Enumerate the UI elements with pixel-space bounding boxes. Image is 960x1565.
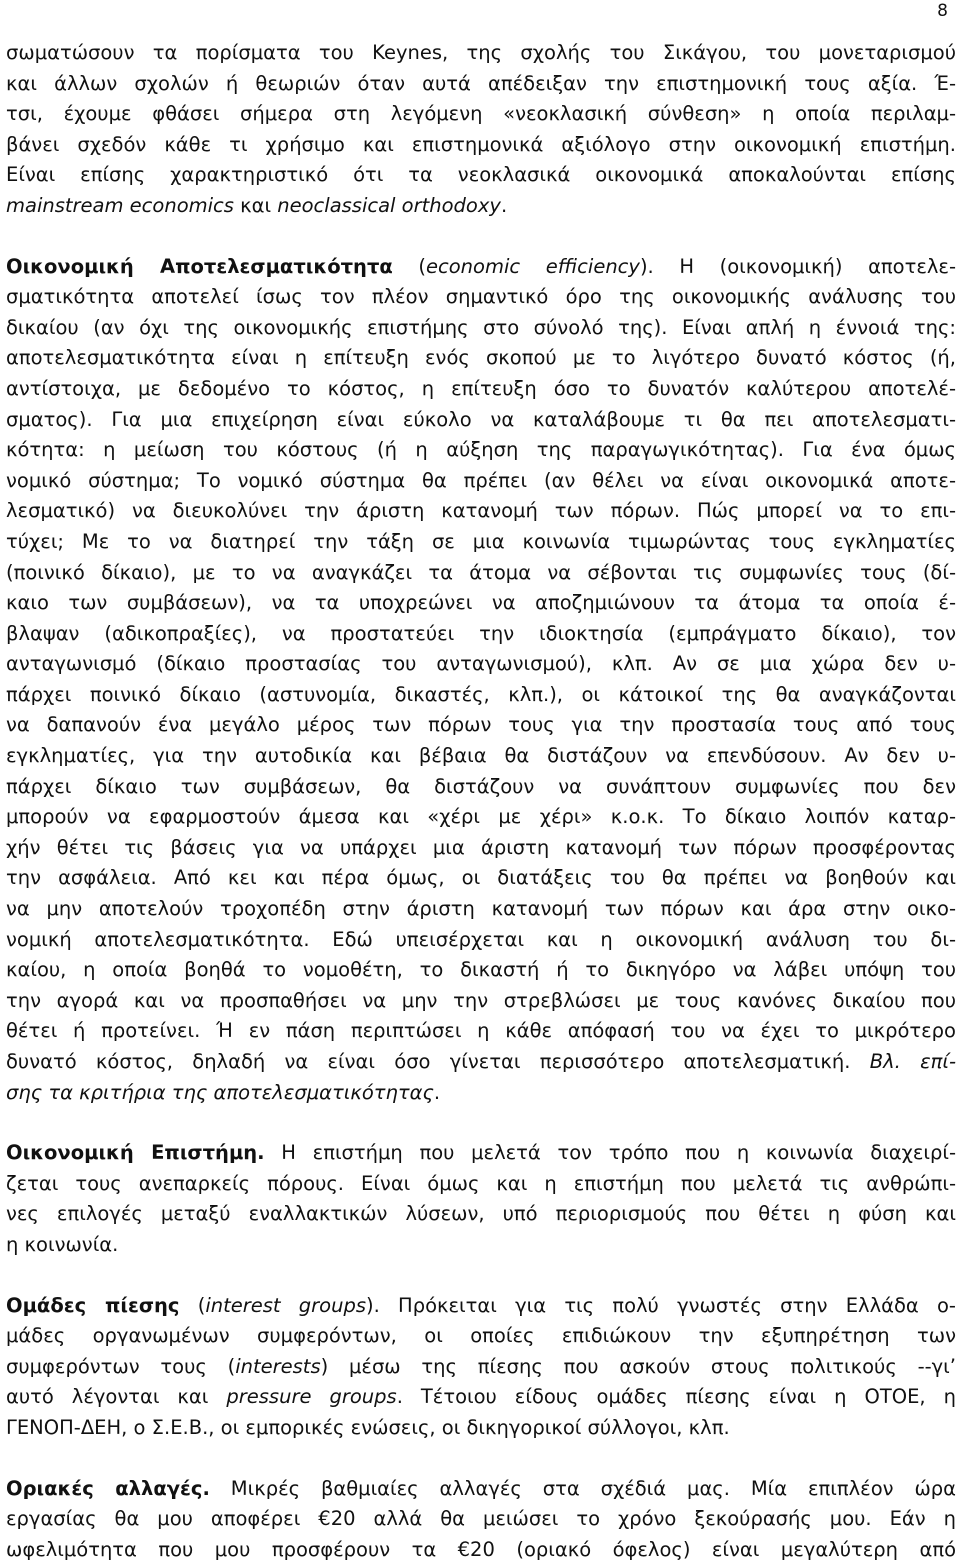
text-line: ΓΕΝΟΠ-ΔΕΗ, ο Σ.Ε.Β., οι εμπορικές ενώσεις, οι δικηγορικοί σύλλογοι, κλπ. (6, 1415, 730, 1439)
text-fragment: Η επιστήμη που μελετά τον τρόπο που η κοινωνία διαχειρί- (264, 1141, 956, 1165)
text-line: λεσματικό) να διευκολύνει την άριστη κατανομή των πόρων. Πώς μπορεί να το επι- (6, 499, 956, 523)
text-line (6, 1382, 956, 1413)
text-line: πάρχει ποινικό δίκαιο (αστυνομία, δικαστές, κλπ.), οι κάτοικοί της θα αναγκάζονται (6, 682, 956, 706)
text-line (6, 191, 956, 222)
text-line: την αγορά και να προσπαθήσει να μην την στρεβλώσει με τους κανόνες δικαίου που (6, 988, 956, 1012)
paragraph-marginal-changes (6, 1474, 956, 1565)
text-line: θέτει ή προτείνει. Ή εν πάση περιπτώσει η κάθε απόφασή του να έχει το μικρότερο (6, 1019, 956, 1043)
text-fragment: αυτό λέγονται και (6, 1385, 227, 1409)
paragraph-economic-science (6, 1138, 956, 1260)
page-number: 8 (937, 1, 948, 21)
english-term: mainstream economics (6, 193, 234, 217)
text-line (6, 1474, 956, 1505)
text-fragment: ( (179, 1293, 206, 1317)
text-fragment: . Τέτοιου είδους ομάδες πίεσης είναι η ΟΤΟΕ, η (396, 1385, 956, 1409)
english-term: neoclassical orthodoxy (277, 193, 501, 217)
text-line: πάρχει δίκαιο των συμβάσεων, θα διστάζουν να συνάπτουν συμφωνίες που δεν (6, 774, 956, 798)
text-line: ανταγωνισμό (δίκαιο προστασίας του ανταγωνισμού), κλπ. Αν σε μια χώρα δεν υ- (6, 652, 956, 676)
text-line: βλαψαν (αδικοπραξίες), να προστατεύει την ιδιοκτησία (εμπράγματο δίκαιο), τον (6, 621, 956, 645)
text-line: να δαπανούν ένα μεγάλο μέρος των πόρων τους για την προστασία τους από τους (6, 713, 956, 737)
text-line: χήν θέτει τις βάσεις για να υπάρχει μια άριστη κατανομή των πόρων προσφέροντας (6, 835, 956, 859)
english-term: interests (235, 1354, 321, 1378)
text-line: μπορούν να εφαρμοστούν άμεσα και «χέρι με χέρι» κ.ο.κ. Το δίκαιο λοιπόν καταρ- (6, 805, 956, 829)
text-line: αντίστοιχα, με δεδομένο το κόστος, η επίτευξη όσο το δυνατόν καλύτερου αποτελέ- (6, 376, 956, 400)
text-line: νες επιλογές μεταξύ εναλλακτικών λύσεων, υπό περιορισμούς που θέτει η φύση και (6, 1202, 956, 1226)
text-fragment: . (433, 1080, 441, 1104)
text-fragment: . (500, 193, 508, 217)
text-line: κότητα: η μείωση του κόστους (ή η αύξηση της παραγωγικότητας). Για ένα όμως (6, 438, 956, 462)
text-line (6, 1138, 956, 1169)
text-line: (ποινικό δίκαιο), με το να αναγκάζει τα άτομα να σέβονται τις συμφωνίες τους (δί- (6, 560, 956, 584)
cross-reference: Βλ. επί- (869, 1050, 956, 1073)
text-line: Είναι επίσης χαρακτηριστικό ότι τα νεοκλασικά οικονομικά αποκαλούνται επίσης (6, 163, 956, 187)
glossary-term: Οικονομική Αποτελεσματικότητα (6, 254, 393, 278)
text-line: ζεται τους ανεπαρκείς πόρους. Είναι όμως και η επιστήμη που μελετά τις ανθρώπι- (6, 1171, 956, 1195)
english-term: pressure groups (226, 1385, 397, 1409)
text-fragment: ) μέσω της πίεσης που ασκούν στους πολιτικούς --γι’ (320, 1354, 956, 1378)
text-line: νομικό σύστημα; Το νομικό σύστημα θα πρέπει (αν θέλει να είναι οικονομικά αποτε- (6, 468, 956, 492)
glossary-term: Ομάδες πίεσης (6, 1293, 180, 1317)
text-line: νομική αποτελεσματικότητα. Εδώ υπεισέρχεται και η οικονομική ανάλυση του δι- (6, 927, 956, 951)
text-line: δικαίου (αν όχι της οικονομικής επιστήμης στο σύνολό της). Είναι απλή η έννοιά της: (6, 315, 956, 339)
text-line (6, 1078, 956, 1109)
text-fragment: ( (392, 254, 427, 278)
text-line (6, 1047, 956, 1078)
paragraph-intro (6, 38, 956, 222)
cross-reference: σης τα κριτήρια της αποτελεσματικότητας (6, 1080, 434, 1104)
paragraph-economic-efficiency (6, 252, 956, 1109)
text-line: η κοινωνία. (6, 1232, 119, 1256)
text-line: τσι, έχουμε φθάσει σήμερα στη λεγόμενη «νεοκλασική σύνθεση» η οποία περιλαμ- (6, 102, 956, 126)
text-fragment: ). Η (οικονομική) αποτελε- (639, 254, 956, 278)
text-line: εγκληματίες, για την αυτοδικία και βέβαια θα διστάζουν να επενδύσουν. Αν δεν υ- (6, 744, 956, 768)
text-fragment: συμφερόντων τους ( (6, 1354, 236, 1378)
text-fragment: Μικρές βαθμιαίες αλλαγές στα σχέδιά μας. Μία επιπλέον ώρα (209, 1476, 956, 1500)
text-line (6, 1291, 956, 1322)
paragraph-interest-groups (6, 1291, 956, 1444)
text-line (6, 1352, 956, 1383)
document-body (6, 38, 956, 1565)
text-line: και άλλων σχολών ή θεωριών όταν αυτά απέδειξαν την επιστημονική τους αξία. Έ- (6, 71, 956, 95)
text-fragment: και (233, 193, 278, 217)
text-line: σωματώσουν τα πορίσματα του Keynes, της σχολής του Σικάγου, του μονεταρισμού (6, 41, 956, 64)
text-line: τύχει; Με το να διατηρεί την τάξη σε μια κοινωνία τιμωρώντας τους εγκληματίες (6, 529, 956, 553)
text-line: αποτελεσματικότητα είναι η επίτευξη ενός σκοπού με το λιγότερο δυνατό κόστος (ή, (6, 346, 956, 370)
text-line: σματικότητα αποτελεί ίσως τον πλέον σημαντικό όρο της οικονομικής ανάλυσης του (6, 285, 956, 309)
glossary-term: Οριακές αλλαγές. (6, 1476, 210, 1500)
text-fragment: δυνατό κόστος, δηλαδή να είναι όσο γίνεται περισσότερο αποτελεσματική. (6, 1050, 870, 1073)
english-term: interest groups (205, 1293, 367, 1317)
text-line: καίου, η οποία βοηθά το νομοθέτη, το δικαστή ή το δικηγόρο να λάβει υπόψη του (6, 958, 956, 982)
text-fragment: ). Πρόκειται για τις πολύ γνωστές στην Ελλάδα ο- (366, 1293, 956, 1317)
text-line: βάνει σχεδόν κάθε τι χρήσιμο και επιστημονικά αξιόλογο στην οικονομική επιστήμη. (6, 132, 956, 156)
text-line: εργασίας θα μου αποφέρει €20 αλλά θα μειώσει το χρόνο ξεκούρασής μου. Εάν η (6, 1507, 956, 1531)
text-line: να μην αποτελούν τροχοπέδη στην άριστη κατανομή των πόρων και άρα στην οικο- (6, 897, 956, 921)
text-line: την ασφάλεια. Από κει και πέρα όμως, οι διατάξεις του θα πρέπει να βοηθούν και (6, 866, 956, 890)
english-term: economic efficiency (426, 254, 640, 278)
text-line (6, 252, 956, 283)
text-line: καιο των συμβάσεων), να τα υποχρεώνει να αποζημιώνουν τα άτομα τα οποία έ- (6, 591, 956, 615)
text-line: σματος). Για μια επιχείρηση είναι εύκολο να καταλάβουμε τι θα πει αποτελεσματι- (6, 407, 956, 431)
glossary-term: Οικονομική Επιστήμη. (6, 1141, 265, 1165)
text-line: ωφελιμότητα που μου προσφέρουν τα €20 (οριακό όφελος) είναι μεγαλύτερη από (6, 1537, 956, 1561)
text-line: μάδες οργανωμένων συμφερόντων, οι οποίες επιδιώκουν την εξυπηρέτηση των (6, 1324, 956, 1348)
